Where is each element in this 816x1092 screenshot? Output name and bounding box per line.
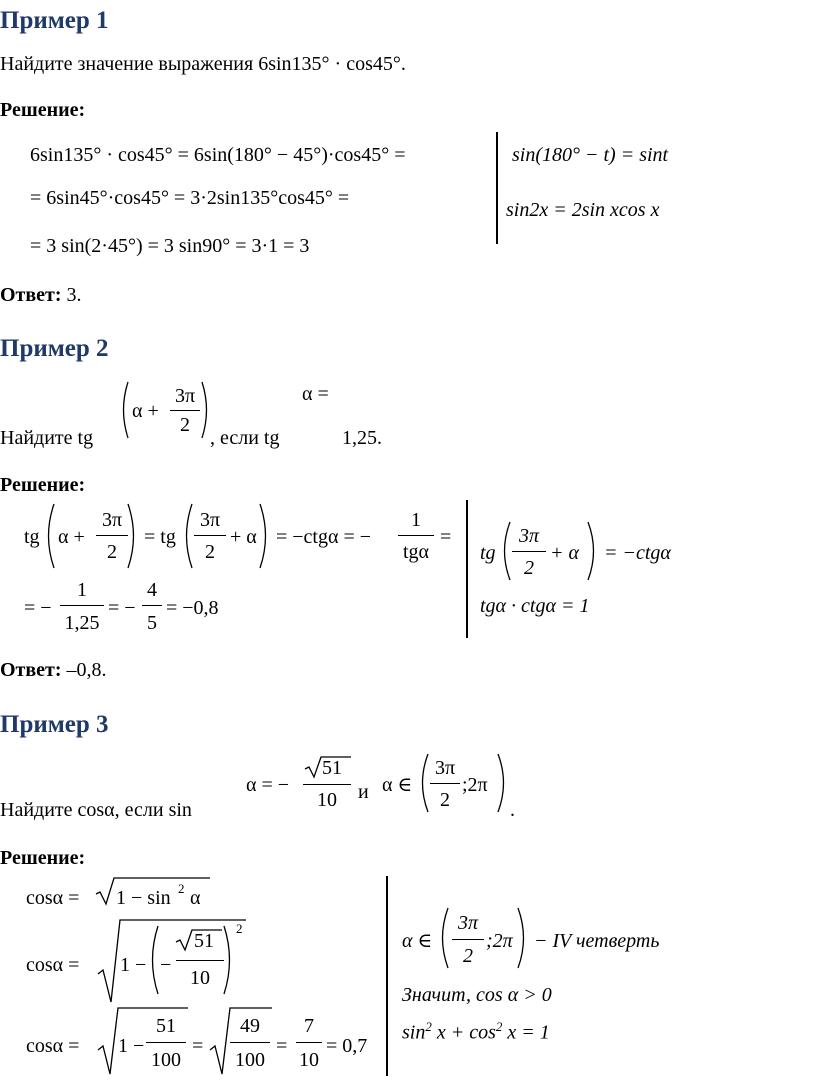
example-3-r3-end: = 0,7 — [326, 1035, 368, 1057]
example-2-title: Пример 2 — [0, 335, 109, 362]
example-3-side-numerator: 3π — [457, 912, 479, 934]
example-3-r3-f2-bar — [230, 1042, 270, 1043]
example-2-r1-frac-denominator: tgα — [402, 541, 430, 563]
example-3-title: Пример 3 — [0, 711, 109, 738]
example-3-task-denominator: 10 — [317, 789, 337, 811]
example-3-task-and: и — [358, 781, 369, 803]
example-2-r1-b-denominator: 2 — [205, 541, 215, 563]
example-2-r1-frac-bar — [398, 535, 434, 536]
example-3-task-fraction-bar — [303, 784, 351, 785]
example-3-task-int-denominator: 2 — [440, 789, 450, 811]
example-2-side-fraction-bar — [512, 551, 546, 552]
example-2-r1-eq-tg: = tg — [144, 526, 176, 548]
example-3-r1-tail: α — [190, 887, 201, 909]
example-3-r3-f3-denominator: 10 — [299, 1049, 319, 1071]
example-3-r3-f1-numerator: 51 — [156, 1015, 176, 1037]
example-3-side-right-paren — [516, 906, 530, 970]
example-2-r1-numerator: 3π — [101, 509, 123, 531]
example-1-answer-value: 3. — [61, 284, 82, 306]
example-2-r1-b-numerator: 3π — [199, 509, 221, 531]
example-3-r3-f3-numerator: 7 — [304, 1015, 314, 1037]
example-3-r2-fraction-bar — [176, 960, 224, 961]
example-2-side-tail: + α — [550, 542, 579, 564]
example-2-task-alpha-eq: α = — [302, 383, 329, 405]
example-2-r1-denominator: 2 — [107, 541, 117, 563]
example-3-task-alpha-in: α ∈ — [382, 774, 413, 796]
example-2-r1-b-tail: + α — [230, 526, 257, 548]
example-2-answer-value: –0,8. — [61, 659, 107, 681]
example-3-side-quarter: − IV четверть — [534, 930, 660, 952]
example-3-side-tail: ;2π — [486, 930, 513, 952]
example-3-r3-eq-2: = — [276, 1035, 288, 1057]
example-3-r2-denominator: 10 — [190, 967, 210, 989]
example-2-side-result: = −ctgα — [604, 542, 671, 564]
example-2-r2-f2-numerator: 4 — [147, 579, 157, 601]
example-2-r2-f2-denominator: 5 — [147, 612, 157, 634]
example-2-r2-f1-numerator: 1 — [77, 579, 87, 601]
example-1-divider — [496, 132, 498, 244]
example-2-r1-tg: tg — [24, 526, 40, 548]
example-2-side-left-paren — [498, 520, 512, 582]
example-2-r2-middle: = − — [108, 597, 136, 619]
example-3-r2-prefix: cosα = — [26, 954, 80, 976]
example-2-divider — [466, 500, 468, 638]
example-3-side-3-tail: x = 1 — [502, 1021, 550, 1044]
example-3-r1-prefix: cosα = — [26, 887, 80, 909]
example-3-r3-prefix: cosα = — [26, 1035, 80, 1057]
example-2-r1-b-right-paren — [258, 502, 272, 570]
example-3-task-int-numerator: 3π — [434, 757, 456, 779]
example-2-side-tg: tg — [480, 542, 496, 564]
example-2-task-numerator: 3π — [174, 385, 196, 407]
example-3-r1-exponent: 2 — [178, 881, 185, 896]
example-3-r3-one: 1 − — [118, 1035, 145, 1057]
example-2-task-middle: , если tg — [210, 427, 280, 449]
example-3-r2-one: 1 − — [120, 954, 147, 976]
example-3-r3-f1-bar — [146, 1042, 186, 1043]
example-3-task-right-paren — [496, 752, 510, 814]
example-3-side-3-exp-1: 2 — [425, 1019, 432, 1034]
example-3-divider — [386, 876, 388, 1076]
example-2-r2-f1-bar — [60, 605, 104, 606]
example-3-side-denominator: 2 — [463, 945, 473, 967]
example-3-side-fraction-bar — [452, 939, 484, 940]
example-3-r2-right-paren — [222, 924, 236, 996]
example-2-task-alpha: α + — [132, 400, 159, 422]
example-1-solution-label: Решение: — [0, 99, 86, 121]
example-2-r1-alpha: α + — [58, 526, 85, 548]
example-2-task-left-paren — [118, 380, 130, 440]
example-1-line-3: = 3 sin(2·45°) = 3 sin90° = 3·1 = 3 — [30, 235, 310, 257]
example-3-r2-minus: − — [160, 954, 172, 976]
example-2-r1-b-fraction-bar — [194, 535, 226, 536]
example-2-r1-b-left-paren — [180, 502, 194, 570]
example-2-side-formula-2: tgα · ctgα = 1 — [480, 595, 590, 617]
example-2-answer — [0, 660, 107, 680]
example-2-r2-end: = −0,8 — [166, 597, 219, 619]
example-2-r1-right-paren — [126, 502, 140, 570]
example-2-side-denominator: 2 — [524, 557, 534, 579]
example-2-task-prefix: Найдите tg — [0, 427, 94, 449]
example-3-r3-eq: = — [192, 1035, 204, 1057]
example-2-side-numerator: 3π — [518, 525, 540, 547]
example-3-side-formula-3 — [402, 1020, 550, 1043]
example-3-r2-sqrt-value: 51 — [194, 930, 214, 952]
example-3-r3-f1-denominator: 100 — [151, 1049, 181, 1071]
example-3-task-sqrt-value: 51 — [322, 757, 342, 779]
example-2-task-value: 1,25. — [342, 427, 382, 449]
example-3-solution-label: Решение: — [0, 847, 86, 869]
example-2-r1-end: = — [440, 526, 452, 548]
example-3-task-int-bar — [430, 783, 460, 784]
example-3-task-prefix: Найдите cosα, если sin — [0, 799, 192, 821]
example-2-r1-left-paren — [42, 502, 56, 570]
example-3-r3-f2-numerator: 49 — [240, 1015, 260, 1037]
example-1-title: Пример 1 — [0, 7, 109, 34]
example-1-task: Найдите значение выражения 6sin135° · cos45°. — [0, 53, 406, 75]
example-2-r1-frac-numerator: 1 — [411, 509, 421, 531]
example-2-r2-f2-bar — [142, 605, 162, 606]
example-3-side-left-paren — [436, 906, 450, 970]
example-3-side-formula-2: Значит, cos α > 0 — [402, 984, 552, 1006]
example-3-side-alpha-in: α ∈ — [402, 930, 433, 952]
example-3-task-end: . — [510, 799, 515, 821]
example-3-r2-left-paren — [146, 924, 160, 996]
example-3-r1-radicand: 1 − sin — [116, 887, 171, 909]
example-3-task-left-paren — [416, 752, 430, 814]
example-1-side-formula-2: sin2x = 2sin xcos x — [506, 199, 660, 221]
example-1-side-formula-1: sin(180° − t) = sint — [512, 144, 669, 166]
example-2-r1-ctg: = −ctgα = − — [276, 526, 372, 548]
example-2-task-denominator: 2 — [180, 414, 190, 436]
example-1-line-1: 6sin135° · cos45° = 6sin(180° − 45°)·cos45° = — [30, 144, 406, 166]
example-3-r2-exponent: 2 — [236, 921, 243, 936]
example-3-side-3-sin: sin — [402, 1021, 426, 1044]
example-2-r2-f1-denominator: 1,25 — [64, 612, 100, 634]
example-1-answer-label: Ответ: — [0, 284, 62, 306]
example-2-solution-label: Решение: — [0, 474, 86, 496]
example-2-answer-label: Ответ: — [0, 659, 62, 681]
example-1-line-2: = 6sin45°·cos45° = 3·2sin135°cos45° = — [30, 187, 350, 209]
example-2-r2-prefix: = − — [24, 597, 52, 619]
example-3-side-3-cos: x + cos — [431, 1021, 496, 1044]
example-2-task-fraction-bar — [170, 410, 200, 411]
example-3-side-3-exp-2: 2 — [495, 1019, 503, 1034]
example-3-task-int-tail: ;2π — [462, 774, 488, 796]
example-2-side-right-paren — [586, 520, 600, 582]
example-1-answer — [0, 285, 82, 305]
example-3-task-alpha-eq: α = − — [246, 774, 290, 796]
example-3-r3-f3-bar — [296, 1042, 322, 1043]
example-3-r3-f2-denominator: 100 — [235, 1049, 265, 1071]
example-2-r1-fraction-bar — [96, 535, 128, 536]
